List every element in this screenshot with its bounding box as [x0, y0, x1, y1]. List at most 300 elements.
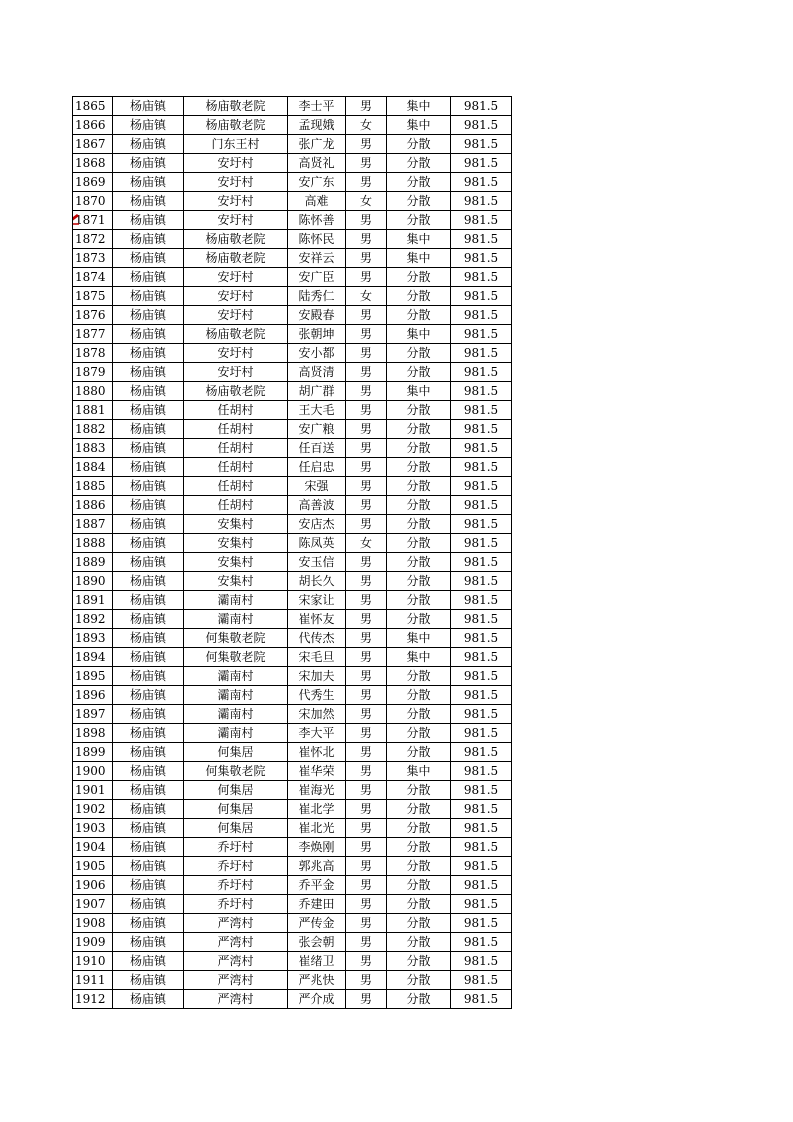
- town-cell[interactable]: 杨庙镇: [113, 268, 184, 287]
- person-name-cell[interactable]: 代秀生: [288, 686, 346, 705]
- gender-cell[interactable]: 男: [346, 344, 387, 363]
- amount-cell[interactable]: 981.5: [451, 895, 512, 914]
- row-number-cell[interactable]: 1889: [73, 553, 113, 572]
- amount-cell[interactable]: 981.5: [451, 116, 512, 135]
- village-cell[interactable]: 杨庙敬老院: [184, 325, 288, 344]
- town-cell[interactable]: 杨庙镇: [113, 496, 184, 515]
- support-type-cell[interactable]: 集中: [387, 230, 451, 249]
- row-number-cell[interactable]: 1895: [73, 667, 113, 686]
- gender-cell[interactable]: 男: [346, 553, 387, 572]
- row-number-cell[interactable]: [73, 211, 113, 230]
- person-name-cell[interactable]: 宋加然: [288, 705, 346, 724]
- row-number-cell[interactable]: 1892: [73, 610, 113, 629]
- town-cell[interactable]: 杨庙镇: [113, 914, 184, 933]
- person-name-cell[interactable]: 安广臣: [288, 268, 346, 287]
- row-number-cell[interactable]: 1896: [73, 686, 113, 705]
- gender-cell[interactable]: 男: [346, 420, 387, 439]
- village-cell[interactable]: 安圩村: [184, 287, 288, 306]
- support-type-cell[interactable]: 分散: [387, 895, 451, 914]
- support-type-cell[interactable]: 分散: [387, 268, 451, 287]
- gender-cell[interactable]: 男: [346, 591, 387, 610]
- town-cell[interactable]: 杨庙镇: [113, 952, 184, 971]
- village-cell[interactable]: 安圩村: [184, 363, 288, 382]
- support-type-cell[interactable]: 分散: [387, 914, 451, 933]
- row-number-cell[interactable]: 1906: [73, 876, 113, 895]
- town-cell[interactable]: 杨庙镇: [113, 534, 184, 553]
- amount-cell[interactable]: 981.5: [451, 211, 512, 230]
- row-number-cell[interactable]: 1875: [73, 287, 113, 306]
- person-name-cell[interactable]: 宋家让: [288, 591, 346, 610]
- support-type-cell[interactable]: 分散: [387, 838, 451, 857]
- village-cell[interactable]: 灞南村: [184, 591, 288, 610]
- row-number-cell[interactable]: 1866: [73, 116, 113, 135]
- village-cell[interactable]: 任胡村: [184, 496, 288, 515]
- amount-cell[interactable]: 981.5: [451, 781, 512, 800]
- support-type-cell[interactable]: 分散: [387, 591, 451, 610]
- person-name-cell[interactable]: 郭兆高: [288, 857, 346, 876]
- row-number-cell[interactable]: 1884: [73, 458, 113, 477]
- village-cell[interactable]: 杨庙敬老院: [184, 116, 288, 135]
- support-type-cell[interactable]: 分散: [387, 553, 451, 572]
- gender-cell[interactable]: 男: [346, 496, 387, 515]
- person-name-cell[interactable]: 陈怀善: [288, 211, 346, 230]
- gender-cell[interactable]: 男: [346, 249, 387, 268]
- gender-cell[interactable]: 男: [346, 230, 387, 249]
- row-number-cell[interactable]: 1886: [73, 496, 113, 515]
- town-cell[interactable]: 杨庙镇: [113, 705, 184, 724]
- support-type-cell[interactable]: 分散: [387, 306, 451, 325]
- amount-cell[interactable]: 981.5: [451, 705, 512, 724]
- amount-cell[interactable]: 981.5: [451, 306, 512, 325]
- amount-cell[interactable]: 981.5: [451, 648, 512, 667]
- support-type-cell[interactable]: 分散: [387, 819, 451, 838]
- row-number-cell[interactable]: 1876: [73, 306, 113, 325]
- gender-cell[interactable]: 男: [346, 705, 387, 724]
- person-name-cell[interactable]: 陆秀仁: [288, 287, 346, 306]
- support-type-cell[interactable]: 分散: [387, 420, 451, 439]
- support-type-cell[interactable]: 集中: [387, 97, 451, 116]
- town-cell[interactable]: 杨庙镇: [113, 572, 184, 591]
- row-number-cell[interactable]: 1882: [73, 420, 113, 439]
- gender-cell[interactable]: 男: [346, 306, 387, 325]
- row-number-cell[interactable]: 1887: [73, 515, 113, 534]
- person-name-cell[interactable]: 严介成: [288, 990, 346, 1009]
- gender-cell[interactable]: 男: [346, 572, 387, 591]
- amount-cell[interactable]: 981.5: [451, 249, 512, 268]
- gender-cell[interactable]: 男: [346, 458, 387, 477]
- amount-cell[interactable]: 981.5: [451, 971, 512, 990]
- village-cell[interactable]: 何集敬老院: [184, 648, 288, 667]
- amount-cell[interactable]: 981.5: [451, 762, 512, 781]
- gender-cell[interactable]: 男: [346, 667, 387, 686]
- support-type-cell[interactable]: 分散: [387, 439, 451, 458]
- row-number-cell[interactable]: 1905: [73, 857, 113, 876]
- amount-cell[interactable]: 981.5: [451, 667, 512, 686]
- person-name-cell[interactable]: 李大平: [288, 724, 346, 743]
- row-number-cell[interactable]: 1874: [73, 268, 113, 287]
- town-cell[interactable]: 杨庙镇: [113, 933, 184, 952]
- village-cell[interactable]: 安圩村: [184, 192, 288, 211]
- gender-cell[interactable]: 男: [346, 211, 387, 230]
- village-cell[interactable]: 严湾村: [184, 971, 288, 990]
- village-cell[interactable]: 杨庙敬老院: [184, 249, 288, 268]
- person-name-cell[interactable]: 任启忠: [288, 458, 346, 477]
- row-number-cell[interactable]: 1872: [73, 230, 113, 249]
- gender-cell[interactable]: 男: [346, 629, 387, 648]
- support-type-cell[interactable]: 分散: [387, 458, 451, 477]
- person-name-cell[interactable]: 乔平金: [288, 876, 346, 895]
- row-number-cell[interactable]: 1899: [73, 743, 113, 762]
- village-cell[interactable]: 安圩村: [184, 306, 288, 325]
- town-cell[interactable]: 杨庙镇: [113, 363, 184, 382]
- support-type-cell[interactable]: 分散: [387, 477, 451, 496]
- village-cell[interactable]: 严湾村: [184, 914, 288, 933]
- village-cell[interactable]: 何集敬老院: [184, 629, 288, 648]
- village-cell[interactable]: 杨庙敬老院: [184, 97, 288, 116]
- person-name-cell[interactable]: 安玉信: [288, 553, 346, 572]
- town-cell[interactable]: 杨庙镇: [113, 686, 184, 705]
- town-cell[interactable]: 杨庙镇: [113, 629, 184, 648]
- row-number-cell[interactable]: 1883: [73, 439, 113, 458]
- support-type-cell[interactable]: 分散: [387, 515, 451, 534]
- amount-cell[interactable]: 981.5: [451, 420, 512, 439]
- village-cell[interactable]: 乔圩村: [184, 895, 288, 914]
- person-name-cell[interactable]: 王大毛: [288, 401, 346, 420]
- amount-cell[interactable]: 981.5: [451, 914, 512, 933]
- support-type-cell[interactable]: 分散: [387, 154, 451, 173]
- town-cell[interactable]: 杨庙镇: [113, 553, 184, 572]
- row-number-cell[interactable]: 1873: [73, 249, 113, 268]
- town-cell[interactable]: 杨庙镇: [113, 800, 184, 819]
- town-cell[interactable]: 杨庙镇: [113, 97, 184, 116]
- gender-cell[interactable]: 男: [346, 914, 387, 933]
- village-cell[interactable]: 杨庙敬老院: [184, 382, 288, 401]
- person-name-cell[interactable]: 胡广群: [288, 382, 346, 401]
- town-cell[interactable]: 杨庙镇: [113, 135, 184, 154]
- village-cell[interactable]: 安集村: [184, 515, 288, 534]
- gender-cell[interactable]: 男: [346, 401, 387, 420]
- town-cell[interactable]: 杨庙镇: [113, 382, 184, 401]
- village-cell[interactable]: 任胡村: [184, 458, 288, 477]
- amount-cell[interactable]: 981.5: [451, 382, 512, 401]
- town-cell[interactable]: 杨庙镇: [113, 876, 184, 895]
- town-cell[interactable]: 杨庙镇: [113, 819, 184, 838]
- row-number-cell[interactable]: 1903: [73, 819, 113, 838]
- town-cell[interactable]: 杨庙镇: [113, 990, 184, 1009]
- support-type-cell[interactable]: 分散: [387, 705, 451, 724]
- amount-cell[interactable]: 981.5: [451, 686, 512, 705]
- support-type-cell[interactable]: 分散: [387, 135, 451, 154]
- person-name-cell[interactable]: 张朝坤: [288, 325, 346, 344]
- row-number-cell[interactable]: 1907: [73, 895, 113, 914]
- village-cell[interactable]: 安集村: [184, 572, 288, 591]
- gender-cell[interactable]: 男: [346, 990, 387, 1009]
- gender-cell[interactable]: 男: [346, 477, 387, 496]
- person-name-cell[interactable]: 宋强: [288, 477, 346, 496]
- village-cell[interactable]: 安集村: [184, 534, 288, 553]
- amount-cell[interactable]: 981.5: [451, 192, 512, 211]
- support-type-cell[interactable]: 分散: [387, 933, 451, 952]
- amount-cell[interactable]: 981.5: [451, 230, 512, 249]
- support-type-cell[interactable]: 分散: [387, 743, 451, 762]
- amount-cell[interactable]: 981.5: [451, 819, 512, 838]
- amount-cell[interactable]: 981.5: [451, 629, 512, 648]
- person-name-cell[interactable]: 崔怀北: [288, 743, 346, 762]
- support-type-cell[interactable]: 分散: [387, 173, 451, 192]
- amount-cell[interactable]: 981.5: [451, 344, 512, 363]
- gender-cell[interactable]: 男: [346, 439, 387, 458]
- row-number-cell[interactable]: 1893: [73, 629, 113, 648]
- amount-cell[interactable]: 981.5: [451, 268, 512, 287]
- town-cell[interactable]: 杨庙镇: [113, 971, 184, 990]
- amount-cell[interactable]: 981.5: [451, 800, 512, 819]
- row-number-cell[interactable]: 1909: [73, 933, 113, 952]
- amount-cell[interactable]: 981.5: [451, 173, 512, 192]
- village-cell[interactable]: 严湾村: [184, 952, 288, 971]
- village-cell[interactable]: 杨庙敬老院: [184, 230, 288, 249]
- amount-cell[interactable]: 981.5: [451, 135, 512, 154]
- village-cell[interactable]: 任胡村: [184, 420, 288, 439]
- village-cell[interactable]: 何集居: [184, 743, 288, 762]
- village-cell[interactable]: 何集敬老院: [184, 762, 288, 781]
- row-number-cell[interactable]: 1901: [73, 781, 113, 800]
- town-cell[interactable]: 杨庙镇: [113, 249, 184, 268]
- village-cell[interactable]: 灞南村: [184, 610, 288, 629]
- town-cell[interactable]: 杨庙镇: [113, 743, 184, 762]
- town-cell[interactable]: 杨庙镇: [113, 591, 184, 610]
- gender-cell[interactable]: 男: [346, 268, 387, 287]
- gender-cell[interactable]: 男: [346, 686, 387, 705]
- support-type-cell[interactable]: 集中: [387, 325, 451, 344]
- gender-cell[interactable]: 男: [346, 382, 387, 401]
- support-type-cell[interactable]: 分散: [387, 363, 451, 382]
- row-number-cell[interactable]: 1868: [73, 154, 113, 173]
- village-cell[interactable]: 灞南村: [184, 667, 288, 686]
- person-name-cell[interactable]: 高善波: [288, 496, 346, 515]
- village-cell[interactable]: 严湾村: [184, 933, 288, 952]
- row-number-cell[interactable]: 1900: [73, 762, 113, 781]
- town-cell[interactable]: 杨庙镇: [113, 477, 184, 496]
- row-number-cell[interactable]: 1885: [73, 477, 113, 496]
- village-cell[interactable]: 乔圩村: [184, 876, 288, 895]
- amount-cell[interactable]: 981.5: [451, 610, 512, 629]
- town-cell[interactable]: 杨庙镇: [113, 192, 184, 211]
- amount-cell[interactable]: 981.5: [451, 952, 512, 971]
- village-cell[interactable]: 任胡村: [184, 477, 288, 496]
- row-number-cell[interactable]: 1870: [73, 192, 113, 211]
- amount-cell[interactable]: 981.5: [451, 591, 512, 610]
- village-cell[interactable]: 任胡村: [184, 439, 288, 458]
- person-name-cell[interactable]: 严兆快: [288, 971, 346, 990]
- gender-cell[interactable]: 男: [346, 515, 387, 534]
- gender-cell[interactable]: 男: [346, 173, 387, 192]
- gender-cell[interactable]: 男: [346, 838, 387, 857]
- village-cell[interactable]: 安圩村: [184, 173, 288, 192]
- gender-cell[interactable]: 男: [346, 857, 387, 876]
- gender-cell[interactable]: 男: [346, 325, 387, 344]
- person-name-cell[interactable]: 任百送: [288, 439, 346, 458]
- support-type-cell[interactable]: 分散: [387, 287, 451, 306]
- support-type-cell[interactable]: 分散: [387, 686, 451, 705]
- person-name-cell[interactable]: 乔建田: [288, 895, 346, 914]
- gender-cell[interactable]: 男: [346, 97, 387, 116]
- person-name-cell[interactable]: 崔海光: [288, 781, 346, 800]
- gender-cell[interactable]: 男: [346, 781, 387, 800]
- support-type-cell[interactable]: 分散: [387, 192, 451, 211]
- amount-cell[interactable]: 981.5: [451, 401, 512, 420]
- row-number-cell[interactable]: 1908: [73, 914, 113, 933]
- town-cell[interactable]: 杨庙镇: [113, 325, 184, 344]
- amount-cell[interactable]: 981.5: [451, 515, 512, 534]
- town-cell[interactable]: 杨庙镇: [113, 116, 184, 135]
- village-cell[interactable]: 安圩村: [184, 344, 288, 363]
- person-name-cell[interactable]: 安广粮: [288, 420, 346, 439]
- amount-cell[interactable]: 981.5: [451, 363, 512, 382]
- gender-cell[interactable]: 男: [346, 610, 387, 629]
- support-type-cell[interactable]: 分散: [387, 534, 451, 553]
- row-number-cell[interactable]: 1881: [73, 401, 113, 420]
- amount-cell[interactable]: 981.5: [451, 724, 512, 743]
- support-type-cell[interactable]: 分散: [387, 344, 451, 363]
- village-cell[interactable]: 何集居: [184, 781, 288, 800]
- support-type-cell[interactable]: 分散: [387, 800, 451, 819]
- gender-cell[interactable]: 男: [346, 135, 387, 154]
- town-cell[interactable]: 杨庙镇: [113, 838, 184, 857]
- town-cell[interactable]: 杨庙镇: [113, 211, 184, 230]
- person-name-cell[interactable]: 胡长久: [288, 572, 346, 591]
- row-number-cell[interactable]: 1910: [73, 952, 113, 971]
- row-number-cell[interactable]: 1904: [73, 838, 113, 857]
- support-type-cell[interactable]: 集中: [387, 116, 451, 135]
- amount-cell[interactable]: 981.5: [451, 439, 512, 458]
- person-name-cell[interactable]: 安祥云: [288, 249, 346, 268]
- town-cell[interactable]: 杨庙镇: [113, 344, 184, 363]
- gender-cell[interactable]: 男: [346, 895, 387, 914]
- village-cell[interactable]: 灞南村: [184, 705, 288, 724]
- support-type-cell[interactable]: 分散: [387, 496, 451, 515]
- support-type-cell[interactable]: 分散: [387, 610, 451, 629]
- gender-cell[interactable]: 女: [346, 192, 387, 211]
- town-cell[interactable]: 杨庙镇: [113, 857, 184, 876]
- row-number-cell[interactable]: 1880: [73, 382, 113, 401]
- support-type-cell[interactable]: 分散: [387, 572, 451, 591]
- support-type-cell[interactable]: 集中: [387, 762, 451, 781]
- person-name-cell[interactable]: 崔北光: [288, 819, 346, 838]
- person-name-cell[interactable]: 安广东: [288, 173, 346, 192]
- support-type-cell[interactable]: 分散: [387, 857, 451, 876]
- town-cell[interactable]: 杨庙镇: [113, 667, 184, 686]
- town-cell[interactable]: 杨庙镇: [113, 458, 184, 477]
- person-name-cell[interactable]: 安小都: [288, 344, 346, 363]
- village-cell[interactable]: 严湾村: [184, 990, 288, 1009]
- person-name-cell[interactable]: 安殿春: [288, 306, 346, 325]
- row-number-cell[interactable]: 1888: [73, 534, 113, 553]
- row-number-cell[interactable]: 1898: [73, 724, 113, 743]
- village-cell[interactable]: 安集村: [184, 553, 288, 572]
- person-name-cell[interactable]: 张会朝: [288, 933, 346, 952]
- row-number-cell[interactable]: 1865: [73, 97, 113, 116]
- gender-cell[interactable]: 男: [346, 952, 387, 971]
- gender-cell[interactable]: 男: [346, 724, 387, 743]
- gender-cell[interactable]: 男: [346, 154, 387, 173]
- town-cell[interactable]: 杨庙镇: [113, 173, 184, 192]
- support-type-cell[interactable]: 分散: [387, 401, 451, 420]
- person-name-cell[interactable]: 孟现娥: [288, 116, 346, 135]
- village-cell[interactable]: 安圩村: [184, 154, 288, 173]
- gender-cell[interactable]: 男: [346, 363, 387, 382]
- town-cell[interactable]: 杨庙镇: [113, 401, 184, 420]
- person-name-cell[interactable]: 陈凤英: [288, 534, 346, 553]
- person-name-cell[interactable]: 张广龙: [288, 135, 346, 154]
- person-name-cell[interactable]: 安店杰: [288, 515, 346, 534]
- town-cell[interactable]: 杨庙镇: [113, 515, 184, 534]
- amount-cell[interactable]: 981.5: [451, 990, 512, 1009]
- amount-cell[interactable]: 981.5: [451, 477, 512, 496]
- gender-cell[interactable]: 女: [346, 534, 387, 553]
- person-name-cell[interactable]: 崔北学: [288, 800, 346, 819]
- row-number-cell[interactable]: 1879: [73, 363, 113, 382]
- town-cell[interactable]: 杨庙镇: [113, 287, 184, 306]
- town-cell[interactable]: 杨庙镇: [113, 610, 184, 629]
- gender-cell[interactable]: 女: [346, 287, 387, 306]
- amount-cell[interactable]: 981.5: [451, 287, 512, 306]
- amount-cell[interactable]: 981.5: [451, 857, 512, 876]
- support-type-cell[interactable]: 集中: [387, 382, 451, 401]
- row-number-cell[interactable]: 1867: [73, 135, 113, 154]
- gender-cell[interactable]: 女: [346, 116, 387, 135]
- support-type-cell[interactable]: 分散: [387, 724, 451, 743]
- row-number-cell[interactable]: 1878: [73, 344, 113, 363]
- village-cell[interactable]: 灞南村: [184, 686, 288, 705]
- amount-cell[interactable]: 981.5: [451, 933, 512, 952]
- amount-cell[interactable]: 981.5: [451, 97, 512, 116]
- gender-cell[interactable]: 男: [346, 743, 387, 762]
- gender-cell[interactable]: 男: [346, 933, 387, 952]
- support-type-cell[interactable]: 集中: [387, 249, 451, 268]
- village-cell[interactable]: 门东王村: [184, 135, 288, 154]
- person-name-cell[interactable]: 李焕刚: [288, 838, 346, 857]
- person-name-cell[interactable]: 宋毛旦: [288, 648, 346, 667]
- row-number-cell[interactable]: 1890: [73, 572, 113, 591]
- village-cell[interactable]: 乔圩村: [184, 838, 288, 857]
- row-number-cell[interactable]: 1891: [73, 591, 113, 610]
- gender-cell[interactable]: 男: [346, 800, 387, 819]
- person-name-cell[interactable]: 高贤清: [288, 363, 346, 382]
- gender-cell[interactable]: 男: [346, 876, 387, 895]
- person-name-cell[interactable]: 高贤礼: [288, 154, 346, 173]
- village-cell[interactable]: 乔圩村: [184, 857, 288, 876]
- person-name-cell[interactable]: 严传金: [288, 914, 346, 933]
- row-number-cell[interactable]: 1897: [73, 705, 113, 724]
- row-number-cell[interactable]: 1877: [73, 325, 113, 344]
- gender-cell[interactable]: 男: [346, 971, 387, 990]
- amount-cell[interactable]: 981.5: [451, 325, 512, 344]
- row-number-cell[interactable]: 1894: [73, 648, 113, 667]
- town-cell[interactable]: 杨庙镇: [113, 439, 184, 458]
- gender-cell[interactable]: 男: [346, 648, 387, 667]
- village-cell[interactable]: 安圩村: [184, 211, 288, 230]
- village-cell[interactable]: 何集居: [184, 819, 288, 838]
- town-cell[interactable]: 杨庙镇: [113, 420, 184, 439]
- village-cell[interactable]: 何集居: [184, 800, 288, 819]
- support-type-cell[interactable]: 分散: [387, 876, 451, 895]
- town-cell[interactable]: 杨庙镇: [113, 781, 184, 800]
- gender-cell[interactable]: 男: [346, 819, 387, 838]
- row-number-cell[interactable]: 1911: [73, 971, 113, 990]
- person-name-cell[interactable]: 高难: [288, 192, 346, 211]
- person-name-cell[interactable]: 崔绪卫: [288, 952, 346, 971]
- town-cell[interactable]: 杨庙镇: [113, 762, 184, 781]
